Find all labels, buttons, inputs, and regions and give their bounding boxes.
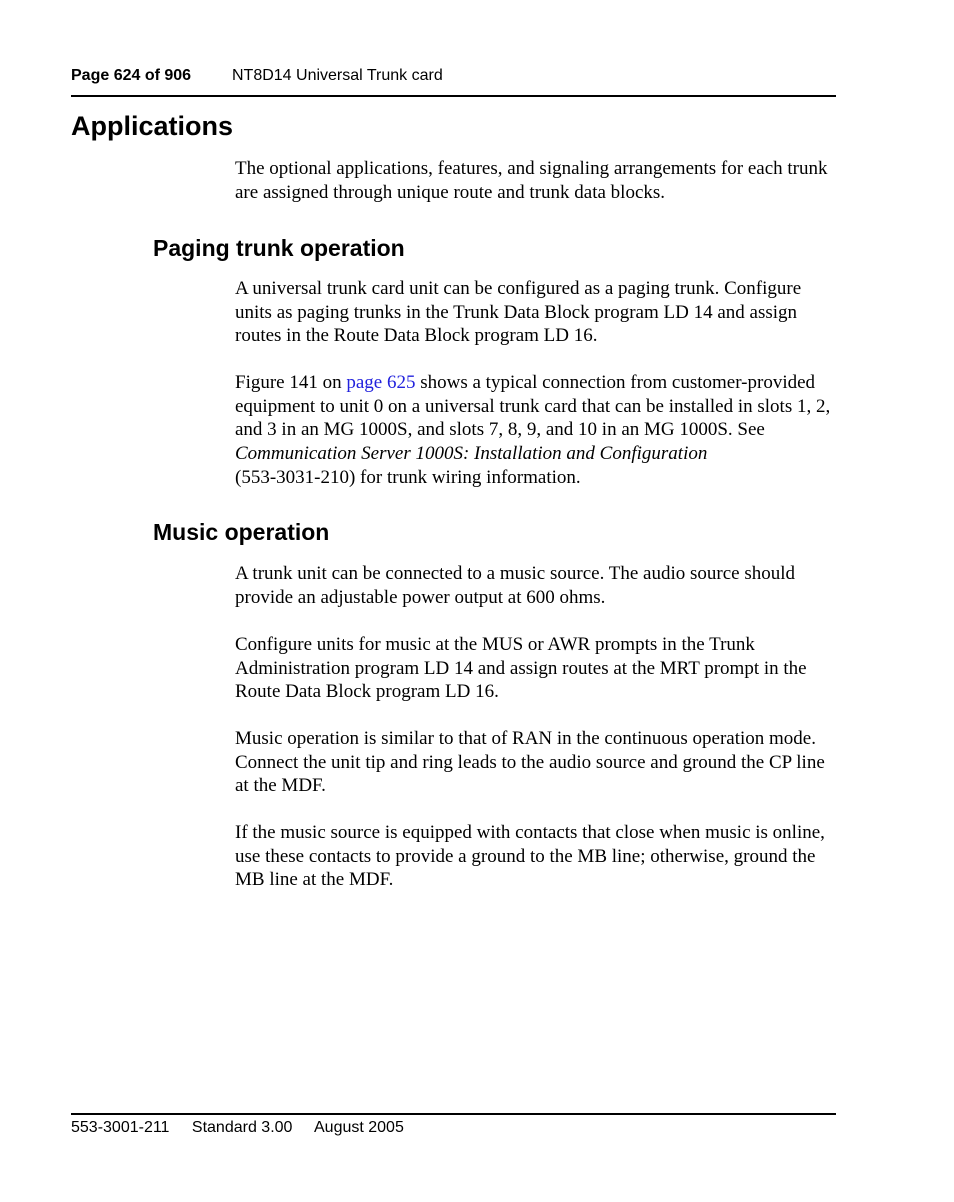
paging-text-end: (553-3031-210) for trunk wiring information.	[235, 466, 581, 488]
intro-paragraph: The optional applications, features, and signaling arrangements for each trunk are assigned through unique route and trunk data blocks.	[235, 158, 828, 203]
section-title: Applications	[71, 111, 234, 141]
paging-paragraph-2	[235, 371, 839, 490]
footer-doc-number: 553-3001-211	[71, 1119, 170, 1136]
paging-paragraph-1: A universal trunk card unit can be configured as a paging trunk. Configure units as paging trunks in the Trunk Data Block program LD 14 and assign routes in the Route Data Block program LD 16.	[235, 278, 802, 347]
paging-text-after-link: shows a typical connection from customer-provided equipment to unit 0 on a universal trunk card that can be installed in slots 1, 2, and 3 in an MG 1000S, and slots 7, 8, 9, and 10 in an MG 1000S. See	[235, 372, 831, 441]
footer-divider	[71, 1113, 836, 1115]
music-paragraph-3: Music operation is similar to that of RAN in the continuous operation mode. Connect the unit tip and ring leads to the audio source and ground the CP line at the MDF.	[235, 728, 825, 797]
page-footer	[71, 1118, 422, 1138]
document-title: NT8D14 Universal Trunk card	[232, 67, 443, 84]
page-number: Page 624 of 906	[71, 67, 192, 84]
footer-date: August 2005	[314, 1119, 404, 1136]
header-divider	[71, 95, 836, 97]
music-paragraph-4: If the music source is equipped with contacts that close when music is online, use these contacts to provide a ground to the MB line; otherwise, ground the MB line at the MDF.	[235, 822, 825, 891]
paging-heading: Paging trunk operation	[153, 235, 405, 261]
music-paragraph-2: Configure units for music at the MUS or AWR prompts in the Trunk Administration program LD 14 and assign routes at the MRT prompt in the Route Data Block program LD 16.	[235, 634, 807, 703]
music-paragraph-1: A trunk unit can be connected to a music source. The audio source should provide an adjustable power output at 600 ohms.	[235, 563, 795, 608]
paging-text-before-link: Figure 141 on	[235, 372, 347, 393]
reference-title: Communication Server 1000S: Installation and Configuration	[235, 443, 708, 465]
page-header	[71, 66, 836, 86]
music-heading: Music operation	[153, 519, 330, 545]
page-625-link[interactable]: page 625	[346, 372, 416, 393]
footer-standard: Standard 3.00	[191, 1119, 293, 1136]
